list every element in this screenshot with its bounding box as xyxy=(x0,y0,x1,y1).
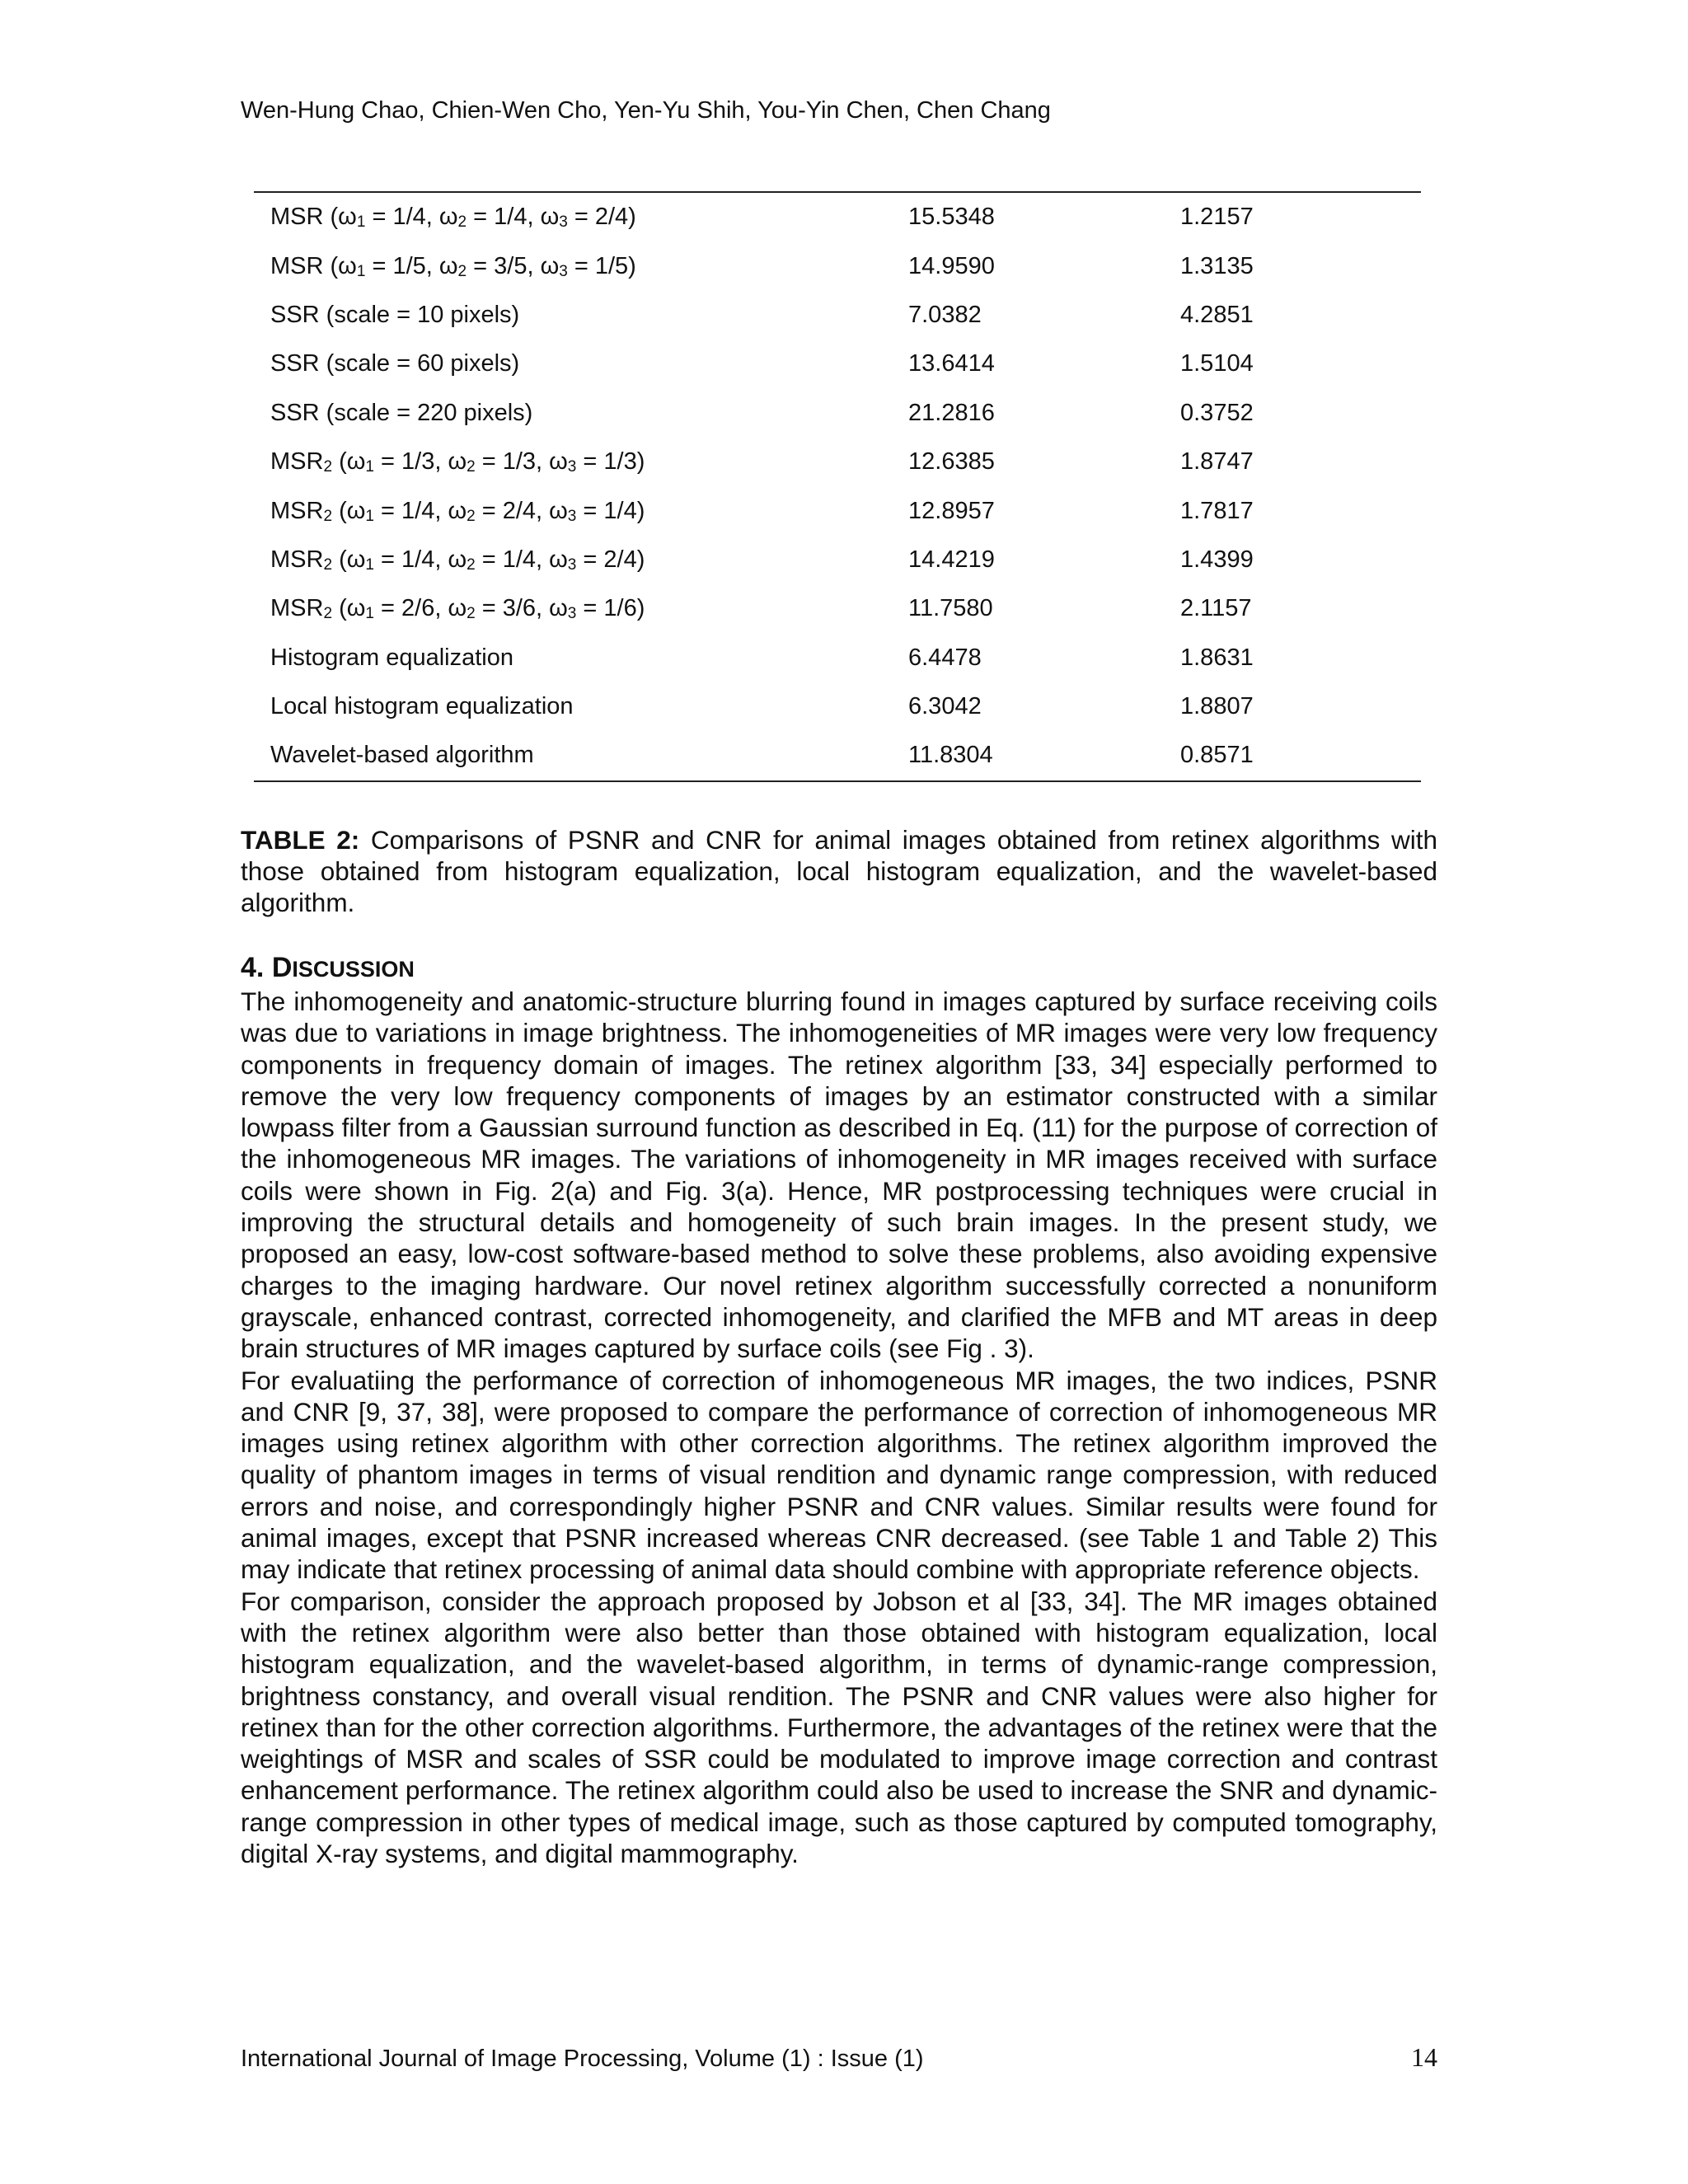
footer-journal: International Journal of Image Processing, Volume (1) : Issue (1) xyxy=(241,2046,924,2072)
table-row xyxy=(254,634,1421,682)
table-row xyxy=(254,241,1421,290)
table-row xyxy=(254,731,1421,780)
table-caption xyxy=(241,824,1437,918)
cnr-cell: 1.3135 xyxy=(1180,252,1254,279)
cnr-cell: 0.3752 xyxy=(1180,399,1254,426)
table-row xyxy=(254,192,1421,241)
cnr-cell: 1.8807 xyxy=(1180,693,1254,720)
method-cell: SSR (scale = 60 pixels) xyxy=(270,350,520,377)
table-caption-text: Comparisons of PSNR and CNR for animal images obtained from retinex algorithms with those obtained from histogram equalization, local histogram equalization, and the wavelet-based algorithm. xyxy=(241,825,1437,917)
paragraph: The inhomogeneity and anatomic-structure blurring found in images captured by surface receiving coils was due to variations in image brightness. The inhomogeneities of MR images were very low frequency components in frequency domain of images. The retinex algorithm [33, 34] especially performed to remove the very low frequency components of images by an estimator constructed with a similar lowpass filter from a Gaussian surround function as described in Eq. (11) for the purpose of correction of the inhomogeneous MR images. The variations of inhomogeneity in MR images received with surface coils were shown in Fig. 2(a) and Fig. 3(a). Hence, MR postprocessing techniques were crucial in improving the structural details and homogeneity of such brain images. In the present study, we proposed an easy, low-cost software-based method to solve these problems, also avoiding expensive charges to the imaging hardware. Our novel retinex algorithm successfully corrected a nonuniform grayscale, enhanced contrast, corrected inhomogeneity, and clarified the MFB and MT areas in deep brain structures of MR images captured by surface coils (see Fig . 3). xyxy=(241,987,1437,1364)
section-heading-discussion: 4. DISCUSSION xyxy=(241,952,415,983)
psnr-cell: 6.4478 xyxy=(908,644,982,671)
method-cell: MSR ($\omega_1 = 1/5$, $\omega_2 = 3/5$, $\omega_3 = 1/5$) xyxy=(270,252,636,280)
method-cell: $MSR_2$ ($\omega_1 = 1/3$, $\omega_2 = 1/3$, $\omega_3 = 1/3$) xyxy=(270,448,645,476)
table-row xyxy=(254,486,1421,535)
method-cell: SSR (scale = 220 pixels) xyxy=(270,399,533,426)
method-cell: SSR (scale = 10 pixels) xyxy=(270,301,520,328)
table-row xyxy=(254,438,1421,486)
cnr-cell: 1.7817 xyxy=(1180,497,1254,524)
cnr-cell: 0.8571 xyxy=(1180,731,1421,780)
table-row xyxy=(254,291,1421,340)
method-cell: Local histogram equalization xyxy=(270,693,574,720)
cnr-cell: 1.5104 xyxy=(1180,350,1254,377)
table-row xyxy=(254,584,1421,633)
psnr-cell: 15.5348 xyxy=(908,192,1180,241)
psnr-cell: 11.7580 xyxy=(908,595,993,622)
psnr-cell: 12.8957 xyxy=(908,497,995,524)
cnr-cell: 1.4399 xyxy=(1180,546,1254,573)
method-cell: MSR ($\omega_1 = 1/4$, $\omega_2 = 1/4$, $\omega_3 = 2/4$) xyxy=(254,192,908,241)
table-row xyxy=(254,682,1421,731)
table-row xyxy=(254,536,1421,584)
cnr-cell: 1.2157 xyxy=(1180,192,1421,241)
results-table xyxy=(254,191,1421,782)
cnr-cell: 2.1157 xyxy=(1180,595,1252,622)
psnr-cell: 11.8304 xyxy=(908,731,1180,780)
paragraph: For evaluatiing the performance of correction of inhomogeneous MR images, the two indices, PSNR and CNR [9, 37, 38], were proposed to compare the performance of correction of inhomogeneous MR images using retinex algorithm with other correction algorithms. The retinex algorithm improved the quality of phantom images in terms of visual rendition and dynamic range compression, with reduced errors and noise, and correspondingly higher PSNR and CNR values. Similar results were found for animal images, except that PSNR increased whereas CNR decreased. (see Table 1 and Table 2) This may indicate that retinex processing of animal data should combine with appropriate reference objects. xyxy=(241,1365,1437,1585)
table-caption-label: TABLE 2: xyxy=(241,825,360,855)
method-cell: $MSR_2$ ($\omega_1 = 2/6$, $\omega_2 = 3/6$, $\omega_3 = 1/6$) xyxy=(270,595,645,623)
method-cell: Histogram equalization xyxy=(270,644,513,671)
cnr-cell: 1.8631 xyxy=(1180,644,1254,671)
method-cell: $MSR_2$ ($\omega_1 = 1/4$, $\omega_2 = 2/4$, $\omega_3 = 1/4$) xyxy=(270,497,645,525)
method-cell: Wavelet-based algorithm xyxy=(254,731,908,780)
psnr-cell: 6.3042 xyxy=(908,693,982,720)
psnr-cell: 13.6414 xyxy=(908,350,995,377)
psnr-cell: 21.2816 xyxy=(908,399,995,426)
paragraph: For comparison, consider the approach proposed by Jobson et al [33, 34]. The MR images obtained with the retinex algorithm were also better than those obtained with histogram equalization, local histogram equalization, and the wavelet-based algorithm, in terms of dynamic-range compression, brightness constancy, and overall visual rendition. The PSNR and CNR values were also higher for retinex than for the other correction algorithms. Furthermore, the advantages of the retinex were that the weightings of MSR and scales of SSR could be modulated to improve image correction and contrast enhancement performance. The retinex algorithm could also be used to increase the SNR and dynamic-range compression in other types of medical image, such as those captured by computed tomography, digital X-ray systems, and digital mammography. xyxy=(241,1586,1437,1869)
psnr-cell: 7.0382 xyxy=(908,301,982,328)
discussion-body xyxy=(241,986,1437,1869)
psnr-cell: 12.6385 xyxy=(908,448,995,476)
psnr-cell: 14.4219 xyxy=(908,546,995,573)
psnr-cell: 14.9590 xyxy=(908,252,995,279)
cnr-cell: 4.2851 xyxy=(1180,301,1254,328)
running-head-authors: Wen-Hung Chao, Chien-Wen Cho, Yen-Yu Shih, You-Yin Chen, Chen Chang xyxy=(241,97,1051,124)
cnr-cell: 1.8747 xyxy=(1180,448,1254,476)
table-row xyxy=(254,389,1421,438)
table-row xyxy=(254,340,1421,388)
method-cell: $MSR_2$ ($\omega_1 = 1/4$, $\omega_2 = 1/4$, $\omega_3 = 2/4$) xyxy=(270,546,645,574)
page-number: 14 xyxy=(1411,2042,1437,2072)
